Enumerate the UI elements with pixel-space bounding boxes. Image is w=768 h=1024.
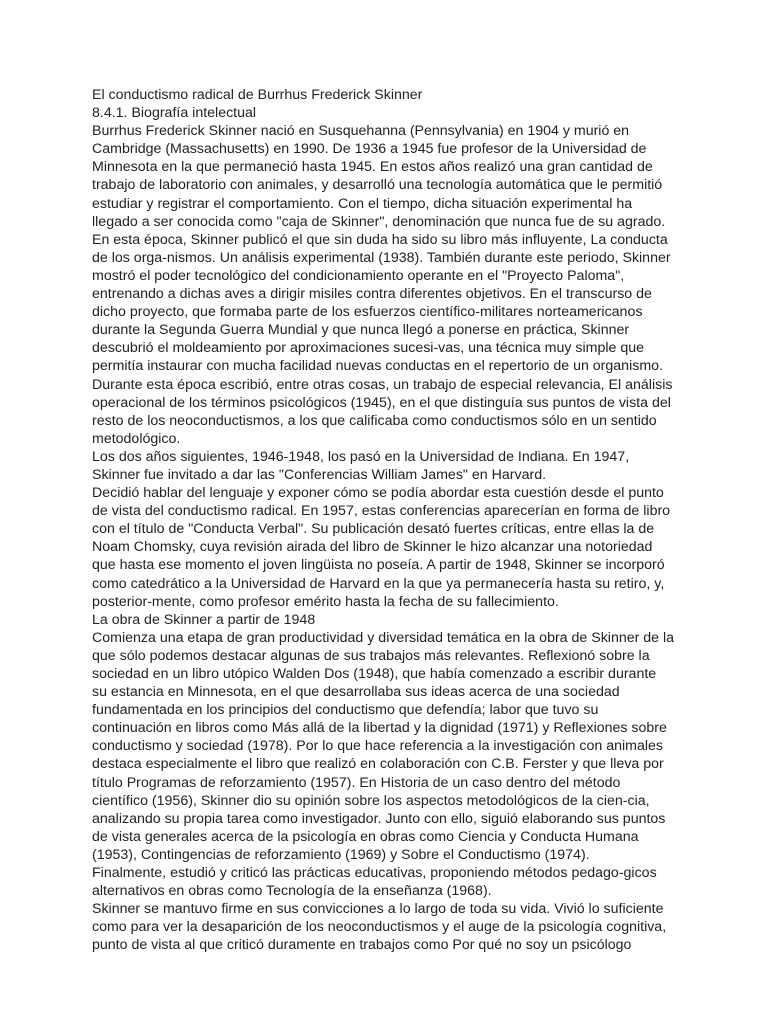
text-line: que sólo podemos destacar algunas de sus trabajos más relevantes. Reflexionó sobre la — [92, 647, 650, 664]
text-line: En esta época, Skinner publicó el que sin duda ha sido su libro más influyente, La conducta — [92, 231, 668, 248]
text-line: de vista generales acerca de la psicología en obras como Ciencia y Conducta Humana — [92, 828, 639, 845]
text-line: entrenando a dichas aves a dirigir misiles contra diferentes objetivos. En el transcurso de — [92, 286, 652, 303]
text-line: fundamentada en los principios del conductismo que defendía; labor que tuvo su — [92, 702, 599, 719]
text-line: Skinner fue invitado a dar las "Conferencias William James" en Harvard. — [92, 466, 547, 483]
text-line: Minnesota en la que permaneció hasta 1945. En estos años realizó una gran cantidad de — [92, 159, 653, 176]
text-line: durante la Segunda Guerra Mundial y que nunca llegó a ponerse en práctica, Skinner — [92, 322, 630, 339]
document-title: El conductismo radical de Burrhus Frederick Skinner — [92, 87, 423, 103]
text-line: título Programas de reforzamiento (1957). En Historia de un caso dentro del método — [92, 774, 621, 791]
text-line: trabajo de laboratorio con animales, y desarrolló una tecnología automática que le permitió — [92, 177, 663, 194]
text-line: científico (1956), Skinner dio su opinión sobre los aspectos metodológicos de la cien-cia, — [92, 792, 650, 809]
text-line: Comienza una etapa de gran productividad y diversidad temática en la obra de Skinner de la — [92, 629, 675, 646]
text-line: Burrhus Frederick Skinner nació en Susquehanna (Pennsylvania) en 1904 y murió en — [92, 123, 630, 140]
text-line: de los orga-nismos. Un análisis experimental (1938). También durante este periodo, Skinner — [92, 249, 671, 266]
text-line: metodológico. — [92, 430, 181, 447]
text-line: continuación en libros como Más allá de la libertad y la dignidad (1971) y Reflexiones sobre — [92, 720, 667, 737]
text-line: como catedrático a la Universidad de Harvard en la que ya permanecería hasta su retiro, y, — [92, 575, 665, 592]
text-line: destaca especialmente el libro que realizó en colaboración con C.B. Ferster y que lleva por — [92, 756, 664, 773]
text-line: llegado a ser conocida como "caja de Skinner", denominación que nunca fue de su agrado. — [92, 213, 666, 230]
text-line: Cambridge (Massachusetts) en 1990. De 1936 a 1945 fue profesor de la Universidad de — [92, 141, 647, 158]
text-line: como para ver la desaparición de los neoconductismos y el auge de la psicología cognitiva, — [92, 919, 667, 936]
text-line: Skinner se mantuvo firme en sus convicciones a lo largo de toda su vida. Vivió lo suficiente — [92, 901, 664, 918]
text-line: de vista del conductismo radical. En 1957, estas conferencias aparecerían en forma de libro — [92, 503, 671, 520]
text-line: alternativos en obras como Tecnología de la enseñanza (1968). — [92, 883, 492, 900]
document-body — [92, 86, 692, 955]
text-line: su estancia en Minnesota, en el que desarrollaba sus ideas acerca de una sociedad — [92, 684, 620, 701]
text-line: Los dos años siguientes, 1946-1948, los pasó en la Universidad de Indiana. En 1947, — [92, 448, 630, 465]
text-line: (1953), Contingencias de reforzamiento (1969) y Sobre el Conductismo (1974). — [92, 846, 590, 863]
text-line: Decidió hablar del lenguaje y exponer cómo se podía abordar esta cuestión desde el punto — [92, 485, 664, 502]
text-line: estudiar y registrar el comportamiento. Con el tiempo, dicha situación experimental ha — [92, 195, 633, 212]
text-line: sociedad en un libro utópico Walden Dos (1948), que había comenzado a escribir durante — [92, 666, 657, 682]
text-line: descubrió el moldeamiento por aproximaciones sucesi-vas, una técnica muy simple que — [92, 340, 645, 357]
text-line: resto de los neoconductismos, a los que calificaba como conductismos sólo en un sentido — [92, 412, 657, 429]
text-line: con el título de "Conducta Verbal". Su publicación desató fuertes críticas, entre ellas la de — [92, 521, 655, 538]
text-line: permitía instaurar con mucha facilidad nuevas conductas en el repertorio de un organismo. — [92, 358, 663, 375]
text-line: Noam Chomsky, cuya revisión airada del libro de Skinner le hizo alcanzar una notoriedad — [92, 539, 653, 556]
text-line: mostró el poder tecnológico del condicionamiento operante en el "Proyecto Paloma", — [92, 267, 625, 284]
text-line: conductismo y sociedad (1978). Por lo que hace referencia a la investigación con animales — [92, 738, 663, 755]
text-line: Finalmente, estudió y criticó las prácticas educativas, proponiendo métodos pedago-gicos — [92, 865, 657, 882]
text-line: dicho proyecto, que formaba parte de los esfuerzos científico-militares norteamericanos — [92, 304, 643, 321]
text-line: analizando su propia tarea como investigador. Junto con ello, siguió elaborando sus puntos — [92, 810, 666, 827]
text-line: La obra de Skinner a partir de 1948 — [92, 611, 316, 628]
text-line: punto de vista al que criticó duramente en trabajos como Por qué no soy un psicólogo — [92, 937, 632, 954]
text-line: Durante esta época escribió, entre otras cosas, un trabajo de especial relevancia, El análisis — [92, 376, 673, 393]
text-line: 8.4.1. Biografía intelectual — [92, 105, 257, 122]
text-line: posterior-mente, como profesor emérito hasta la fecha de su fallecimiento. — [92, 593, 559, 610]
text-line: operacional de los términos psicológicos (1945), en el que distinguía sus puntos de vista del — [92, 394, 671, 411]
text-line: que hasta ese momento el joven lingüista no poseía. A partir de 1948, Skinner se incorporó — [92, 557, 665, 574]
